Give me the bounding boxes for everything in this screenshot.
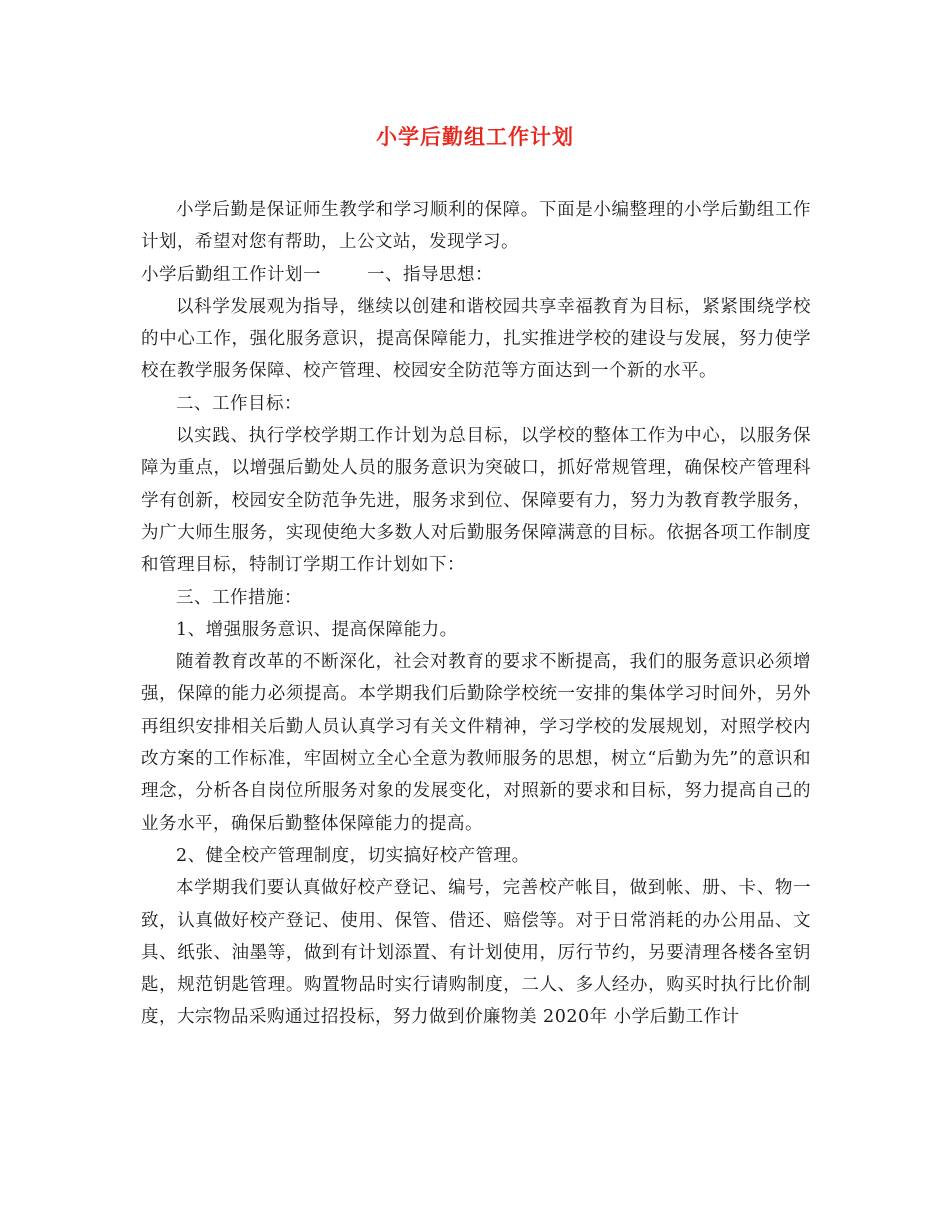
measure2-paragraph: 本学期我们要认真做好校产登记、编号，完善校产帐目，做到帐、册、卡、物一致，认真做好校产登记、使用、保管、借还、赔偿等。对于日常消耗的办公用品、文具、纸张、油墨等，做到有计划添置、有计划使用，厉行节约，另要清理各楼各室钥匙，规范钥匙管理。购置物品时实行请购制度，二人、多人经办，购买时执行比价制度，大宗物品采购通过招投标，努力做到价廉物美 2020年 小学后勤工作计: [141, 878, 811, 1028]
document-body: [141, 194, 811, 1034]
document-title: 小学后勤组工作计划: [376, 124, 574, 149]
measure1-paragraph: 随着教育改革的不断深化，社会对教育的要求不断提高，我们的服务意识必须增强，保障的能力必须提高。本学期我们后勤除学校统一安排的集体学习时间外，另外再组织安排相关后勤人员认真学习有关文件精神，学习学校的发展规划，对照学校内改方案的工作标准，牢固树立全心全意为教师服务的思想，树立“后勤为先”的意识和理念，分析各自岗位所服务对象的发展变化，对照新的要求和目标，努力提高自己的业务水平，确保后勤整体保障能力的提高。: [141, 652, 811, 834]
measure2-heading: 2、健全校产管理制度，切实搞好校产管理。: [176, 845, 530, 866]
measure1-heading: 1、增强服务意识、提高保障能力。: [176, 619, 458, 640]
intro-paragraph: 小学后勤是保证师生教学和学习顺利的保障。下面是小编整理的小学后勤组工作计划，希望对您有帮助，上公文站，发现学习。: [141, 200, 811, 253]
section3-heading: 三、工作措施：: [176, 587, 302, 608]
section2-heading: 二、工作目标：: [176, 393, 302, 414]
plan-label: 小学后勤组工作计划一: [141, 264, 321, 285]
plan-label-line: [141, 259, 811, 291]
section2-paragraph: 以实践、执行学校学期工作计划为总目标，以学校的整体工作为中心，以服务保障为重点，以增强后勤处人员的服务意识为突破口，抓好常规管理，确保校产管理科学有创新，校园安全防范争先进，服务求到位、保障要有力，努力为教育教学服务，为广大师生服务，实现使绝大多数人对后勤服务保障满意的目标。依据各项工作制度和管理目标，特制订学期工作计划如下：: [141, 426, 811, 576]
section1-paragraph: 以科学发展观为指导，继续以创建和谐校园共享幸福教育为目标，紧紧围绕学校的中心工作，强化服务意识，提高保障能力，扎实推进学校的建设与发展，努力使学校在教学服务保障、校产管理、校园安全防范等方面达到一个新的水平。: [141, 296, 811, 382]
section1-heading: 一、指导思想：: [367, 264, 493, 285]
